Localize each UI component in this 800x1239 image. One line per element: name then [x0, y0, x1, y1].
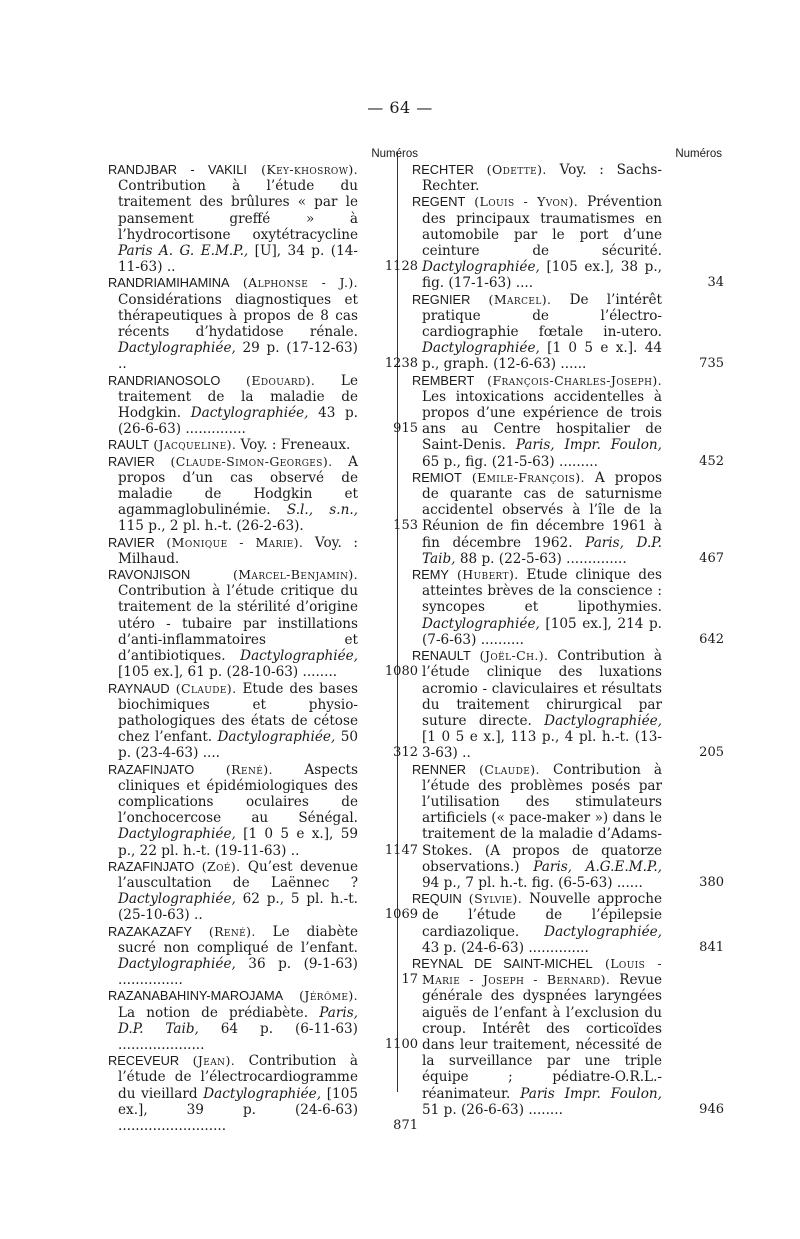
author-surname: RENAULT	[412, 648, 471, 664]
entry-publisher: Dactylographiée,	[531, 712, 662, 729]
entry-publisher: Paris, A.G.E.M.P.,	[519, 858, 662, 875]
entry-title: Prévention des principaux traumatismes en automobile par le port d’une ceinture de sécurité.	[422, 194, 662, 260]
entry-publisher: Dactylographiée,	[422, 259, 540, 276]
bibliography-entry	[108, 535, 398, 567]
left-column	[108, 148, 418, 1134]
entry-title: Le diabète sucré non compliqué de l’enfant.	[118, 923, 358, 956]
entry-number: 946	[699, 1101, 724, 1117]
entry-details: [105 ex.], 39 p. (24-6-63) .........................	[118, 1085, 358, 1134]
entry-number: 312	[393, 745, 418, 761]
author-surname: RAVONJISON	[108, 567, 191, 583]
entry-title: Voy. : Sachs-Rechter.	[422, 162, 662, 195]
entry-title: A propos de quarante cas de saturnisme accidentel observés à l’île de la Réunion de fin décembre 1961 à fin décembre 1962.	[422, 469, 662, 551]
entry-title: Revue générale des dyspnées laryngées aiguës de l’enfant à l’exclusion du croup. Intérêt des corticoïdes dans leur traitement, nécessité de la surveillance par une triple équipe ; pédiatre-O.R.L.-réanimateur.	[422, 972, 662, 1102]
entry-publisher: Dactylographiée,	[118, 955, 236, 972]
entry-number: 915	[393, 421, 418, 437]
author-forenames: (René).	[194, 761, 273, 777]
author-forenames: (Monique - Marie).	[154, 534, 304, 550]
entry-details: [105 ex.], 61 p. (28-10-63) ........	[118, 664, 338, 681]
entry-number: 1147	[384, 842, 418, 858]
entry-number: 1128	[384, 259, 418, 275]
entry-publisher: Paris Impr. Foulon,	[510, 1085, 662, 1102]
entry-details: 115 p., 2 pl. h.-t. (26-2-63).	[118, 518, 304, 535]
entry-publisher: S.l., s.n.,	[270, 502, 358, 519]
bibliography-entry	[108, 761, 418, 859]
author-surname: RENNER	[412, 761, 467, 777]
bibliography-entry	[108, 453, 418, 535]
entry-publisher: Dactylographiée,	[212, 729, 336, 746]
author-surname: RECEVEUR	[108, 1053, 180, 1069]
entry-list	[108, 162, 418, 1134]
entry-number: 1069	[384, 907, 418, 923]
entry-details: 64 p. (6-11-63) ....................	[118, 1020, 358, 1053]
entry-title: Voy. : Freneaux.	[236, 437, 351, 454]
author-forenames: (Jacqueline).	[149, 437, 237, 453]
entry-details: [1 0 5 e x.]. 44 p., graph. (12-6-63) ......	[422, 340, 662, 373]
entry-details: 65 p., fig. (21-5-63) .........	[422, 453, 598, 470]
author-forenames: (Joël-Ch.).	[470, 648, 549, 664]
author-surname: RAVIER	[108, 534, 155, 550]
author-surname: RAYNAUD	[108, 680, 170, 696]
author-surname: REGNIER	[412, 291, 471, 307]
entry-details: [105 ex.], 38 p., fig. (17-1-63) ....	[422, 259, 662, 292]
author-forenames: (Marcel-Benjamin).	[190, 567, 358, 583]
entry-number: 380	[699, 874, 724, 890]
entry-title: Le traitement de la maladie de Hodgkin.	[118, 372, 358, 422]
author-forenames: (Jérôme).	[283, 988, 358, 1004]
entry-publisher: Dactylographiée,	[422, 340, 540, 357]
entry-number: 735	[699, 356, 724, 372]
column-header: Numéros	[371, 148, 418, 160]
bibliography-entry	[412, 567, 724, 648]
column-header: Numéros	[675, 148, 722, 160]
author-surname: RANDRIAMIHAMINA	[108, 275, 230, 291]
author-forenames: (Claude).	[169, 680, 237, 696]
entry-details: 51 p. (26-6-63) ........	[422, 1101, 563, 1118]
author-forenames: (Claude-Simon-Georges).	[154, 453, 333, 469]
author-surname: REGENT	[412, 194, 466, 210]
entry-publisher: Paris A. G. E.M.P.,	[118, 243, 249, 260]
entry-title: Voy. : Milhaud.	[118, 534, 359, 567]
author-forenames: (Jean).	[179, 1053, 236, 1069]
bibliography-entry	[108, 275, 418, 373]
entry-details: [1 0 5 e x.], 59 p., 22 pl. h.-t. (19-11-63) ..	[118, 826, 358, 859]
entry-number: 17	[401, 972, 418, 988]
entry-title: Etude clinique des atteintes brèves de la conscience : syncopes et lipothymies.	[422, 567, 662, 616]
entry-title: Contribution à l’étude critique du traitement de la stérilité d’origine utéro - tubaire par instillations d’anti-inflammatoires et d’antibiotiques.	[118, 583, 358, 665]
bibliography-entry	[412, 891, 724, 956]
entry-number: 205	[699, 745, 724, 761]
bibliography-entry	[108, 372, 418, 438]
entry-title: Considérations diagnostiques et thérapeutiques à propos de 8 cas récents d’hydatidose rénale.	[118, 291, 358, 341]
author-surname: REYNAL DE SAINT-MICHEL	[412, 955, 593, 971]
entry-publisher: Dactylographiée,	[225, 648, 358, 665]
entry-publisher: Dactylographiée,	[197, 1085, 322, 1102]
entry-number: 452	[699, 453, 724, 469]
entry-number: 34	[707, 275, 724, 291]
entry-publisher: Dactylographiée,	[181, 405, 309, 422]
author-forenames: (François-Charles-Joseph).	[474, 372, 662, 388]
bibliography-entry	[108, 858, 418, 924]
author-surname: RECHTER	[412, 162, 474, 177]
author-surname: RAULT	[108, 437, 150, 453]
bibliography-entry	[412, 372, 724, 470]
entry-details: 94 p., 7 pl. h.-t. fig. (6-5-63) ......	[422, 874, 643, 891]
author-surname: REMBERT	[412, 372, 475, 388]
entry-publisher: Dactylographiée,	[118, 826, 236, 843]
bibliography-entry	[108, 1053, 418, 1134]
bibliography-entry	[108, 988, 418, 1053]
entry-publisher: Dactylographiée,	[118, 891, 236, 908]
author-surname: RAZAKAZAFY	[108, 923, 192, 939]
entry-title: Les intoxications accidentelles à propos d’une expérience de trois ans au Centre hospitalier de Saint-Denis.	[422, 388, 662, 454]
author-surname: RAZAFINJATO	[108, 858, 195, 874]
entry-title: Contribution à l’étude des problèmes posés par l’utilisation des stimulateurs artificiels (« pace-maker ») dans le traitement de la maladie d’Adams-Stokes. (A propos de quatorze observations.)	[422, 761, 662, 875]
entry-details: 62 p., 5 pl. h.-t. (25-10-63) ..	[118, 891, 358, 924]
bibliography-entry	[412, 648, 724, 762]
entry-number: 871	[393, 1117, 418, 1133]
entry-number: 153	[393, 518, 418, 534]
entry-number: 1238	[384, 356, 418, 372]
entry-publisher: Dactylographiée,	[519, 923, 662, 940]
author-forenames: (Louis - Yvon).	[465, 194, 579, 210]
author-forenames: (Key-khosrow).	[246, 162, 358, 177]
entry-details: [U], 34 p. (14-11-63) ..	[118, 243, 358, 276]
bibliography-entry	[108, 437, 398, 453]
entry-publisher: Dactylographiée,	[422, 615, 540, 632]
entry-title: Qu’est devenue l’auscultation de Laënnec ?	[118, 858, 358, 891]
entry-details: 43 p. (26-6-63) ..............	[118, 405, 358, 438]
author-forenames: (René).	[191, 923, 256, 939]
bibliography-entry	[108, 162, 418, 276]
author-surname: RAZANABAHINY-MAROJAMA	[108, 988, 284, 1004]
entry-title: La notion de prédiabète.	[118, 1004, 309, 1021]
author-surname: REMIOT	[412, 469, 462, 485]
bibliography-entry	[108, 923, 418, 989]
entry-details: [1 0 5 e x.], 113 p., 4 pl. h.-t. (13-3-63) ..	[422, 729, 662, 762]
author-surname: REMY	[412, 567, 449, 583]
entry-publisher: Dactylographiée,	[118, 340, 236, 357]
bibliography-entry	[412, 469, 724, 567]
entry-number: 1080	[384, 664, 418, 680]
author-forenames: (Zoé).	[194, 858, 241, 874]
bibliography-entry	[412, 761, 724, 892]
author-forenames: (Alphonse - J.).	[229, 275, 358, 291]
entry-title: A propos d’un cas observé de maladie de Hodgkin et agammaglobulinémie.	[118, 453, 358, 519]
entry-number: 642	[699, 631, 724, 647]
entry-number: 467	[699, 550, 724, 566]
entry-title: Contribution à l’étude de l’électrocardiogramme du vieillard	[118, 1053, 358, 1102]
entry-details: 88 p. (22-5-63) ..............	[455, 550, 627, 567]
entry-title: De l’intérêt pratique de l’électro-cardiographie fœtale in-utero.	[422, 291, 662, 341]
entry-details: 43 p. (24-6-63) ..............	[422, 939, 589, 956]
author-forenames: (Claude).	[466, 761, 540, 777]
entry-details: 36 p. (9-1-63) ...............	[118, 955, 358, 989]
author-forenames: (Emile-François).	[461, 469, 585, 485]
author-surname: RANDRIANOSOLO	[108, 372, 221, 388]
entry-details: 29 p. (17-12-63) ..	[118, 340, 358, 373]
author-forenames: (Edouard).	[220, 372, 316, 388]
author-forenames: (Hubert).	[448, 567, 519, 583]
entry-title: Contribution à l’étude clinique des luxations acromio - claviculaires et résultats du traitement chirurgical par suture directe.	[422, 648, 663, 729]
entry-title: Contribution à l’étude du traitement des brûlures « par le pansement greffé » à l’hydrocortisone oxytétracycline	[118, 178, 358, 243]
author-forenames: (Sylvie).	[461, 891, 523, 907]
author-surname: RAZAFINJATO	[108, 761, 195, 777]
bibliography-entry	[412, 194, 724, 292]
entry-number: 1100	[384, 1036, 418, 1052]
author-surname: RAVIER	[108, 453, 155, 469]
author-forenames: (Louis - Marie - Joseph - Bernard).	[422, 955, 662, 988]
bibliography-entry	[412, 162, 702, 194]
entry-title: Etude des bases biochimiques et physio-pathologiques des états de cétose chez l’enfant.	[118, 680, 358, 746]
entry-number: 841	[699, 939, 724, 955]
author-forenames: (Odette).	[473, 162, 547, 177]
entry-publisher: Paris, D.P. Taib,	[118, 1004, 358, 1037]
bibliography-entry	[108, 567, 418, 681]
author-forenames: (Marcel).	[470, 291, 552, 307]
bibliography-entry	[412, 291, 724, 373]
entry-title: Aspects cliniques et épidémiologiques des complications oculaires de l’onchocercose au Sénégal.	[118, 761, 358, 827]
entry-details: 50 p. (23-4-63) ....	[118, 729, 358, 762]
entry-title: Nouvelle approche de l’étude de l’épilepsie cardiazolique.	[422, 891, 662, 940]
page-number: — 64 —	[367, 98, 433, 117]
entry-publisher: Paris, D.P. Taib,	[422, 534, 663, 567]
bibliography-entry	[108, 680, 418, 762]
entry-publisher: Paris, Impr. Foulon,	[505, 437, 662, 454]
author-surname: REQUIN	[412, 891, 462, 907]
entry-details: [105 ex.], 214 p. (7-6-63) ..........	[422, 615, 662, 648]
author-surname: RANDJBAR - VAKILI	[108, 162, 247, 177]
